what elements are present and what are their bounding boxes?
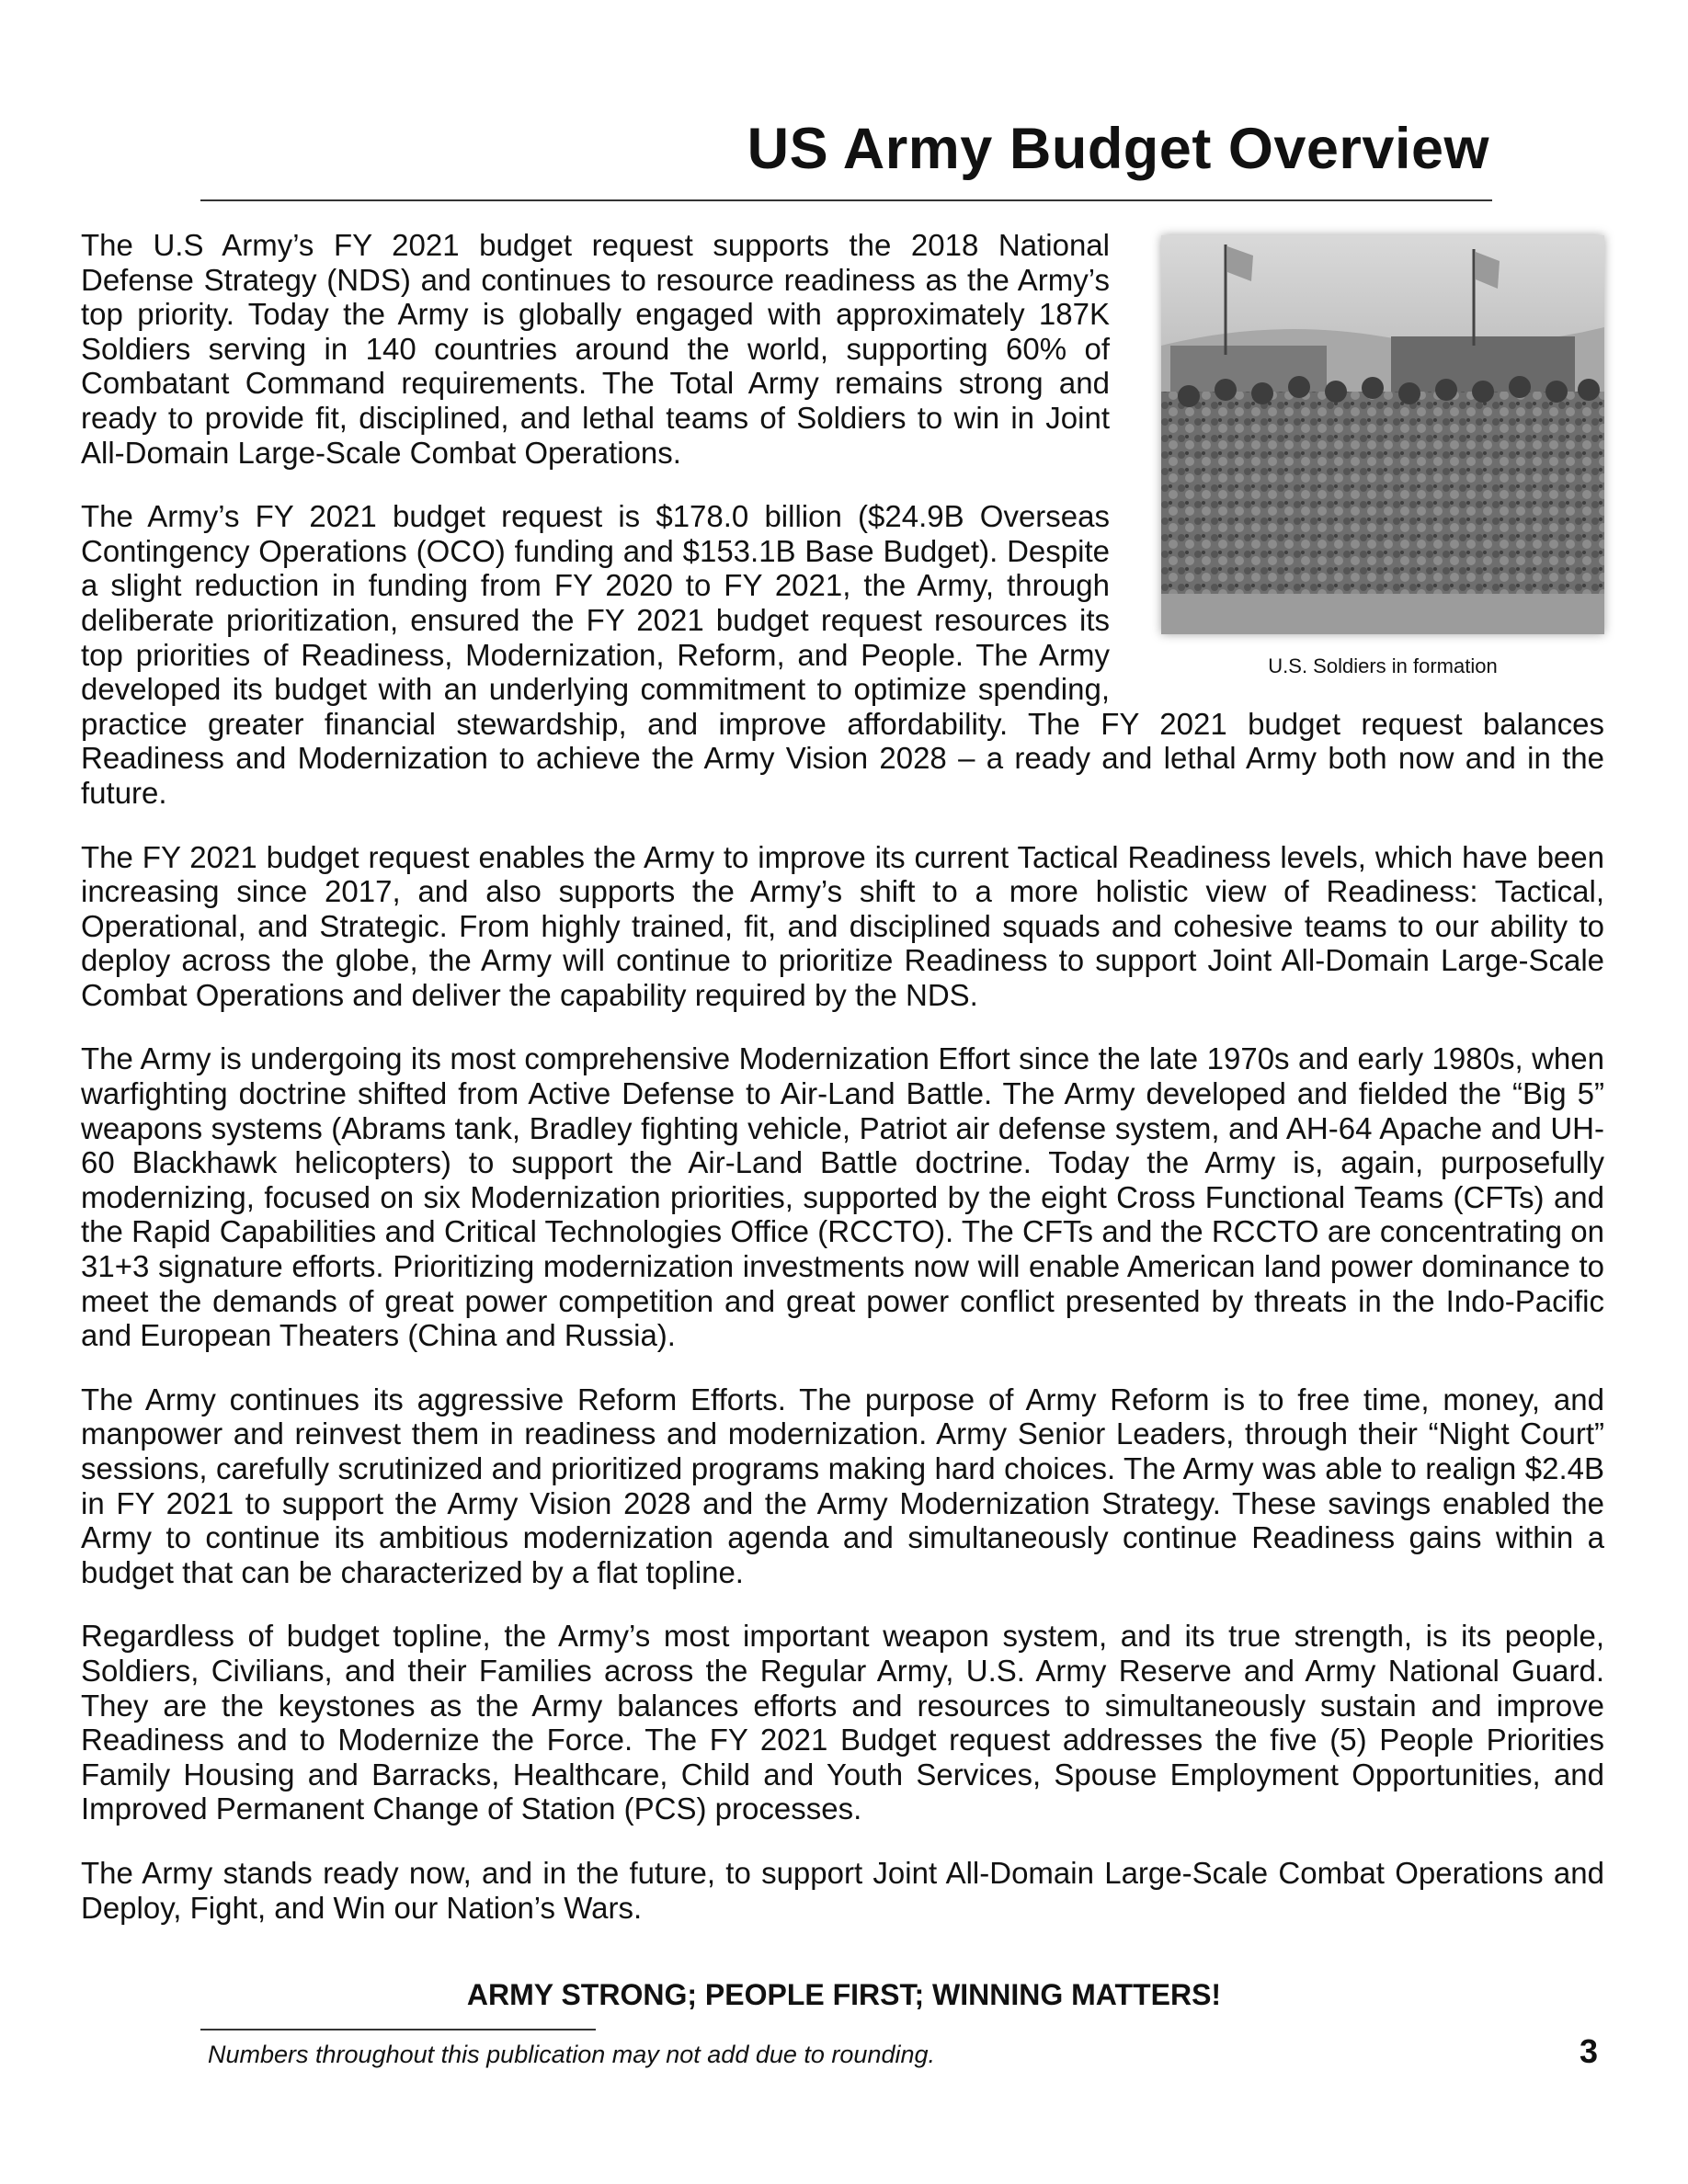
paragraph: The Army stands ready now, and in the future, to support Joint All-Domain Large-Scale Combat Operations and Deploy, Fight, and Win our Nation’s Wars. [81,1855,1604,1925]
footnote: Numbers throughout this publication may not add due to rounding. [208,2041,936,2068]
paragraph: The Army is undergoing its most comprehensive Modernization Effort since the late 1970s and early 1980s, when warfighting doctrine shifted from Active Defense to Air-Land Battle. The Army developed and fielded the “Big 5” weapons systems (Abrams tank, Bradley fighting vehicle, Patriot air defense system, and AH-64 Apache and UH-60 Blackhawk helicopters) to support the Air-Land Battle doctrine. Today the Army is, again, purposefully modernizing, focused on six Modernization priorities, supported by the eight Cross Functional Teams (CFTs) and the Rapid Capabilities and Critical Technologies Office (RCCTO). The CFTs and the RCCTO are concentrating on 31+3 signature efforts. Prioritizing modernization investments now will enable American land power dominance to meet the demands of great power competition and great power conflict presented by threats in the Indo-Pacific and European Theaters (China and Russia). [81,1041,1604,1353]
paragraph: The U.S Army’s FY 2021 budget request supports the 2018 National Defense Strategy (NDS) and continues to resource readiness as the Army’s top priority. Today the Army is globally engaged with approximately 187K Soldiers serving in 140 countries around the world, supporting 60% of Combatant Command requirements. The Total Army remains strong and ready to provide fit, disciplined, and lethal teams of Soldiers to win in Joint All-Domain Large-Scale Combat Operations. [81,228,1110,470]
paragraph: The Army continues its aggressive Reform Efforts. The purpose of Army Reform is to free time, money, and manpower and reinvest them in readiness and modernization. Army Senior Leaders, through their “Night Court” sessions, carefully scrutinized and prioritized programs making hard choices. The Army was able to realign $2.4B in FY 2021 to support the Army Vision 2028 and the Army Modernization Strategy. These savings enabled the Army to continue its ambitious modernization agenda and simultaneously continue Readiness gains within a budget that can be characterized by a flat topline. [81,1382,1604,1589]
soldiers-photo [1161,235,1604,634]
body-text [81,228,1604,1954]
page-number: 3 [1579,2032,1598,2070]
photo-caption: U.S. Soldiers in formation [1268,654,1498,677]
footnote-divider [200,2029,596,2030]
photo-figure [1161,228,1604,691]
paragraph: The Army’s FY 2021 budget request is $178.0 billion ($24.9B Overseas Contingency Operations (OCO) funding and $153.1B Base Budget). Despite a slight reduction in funding from FY 2020 to FY 2021, the Army, through deliberate prioritization, ensured the FY 2021 budget request resources its top priorities of Readiness, Modernization, Reform, and People. The Army developed its budget with an underlying commitment to optimize spending, practice greater financial stewardship, and improve affordability. The FY 2021 budget request balances Readiness and Modernization to achieve the Army Vision 2028 – a ready and lethal Army both now and in the future. [81,499,1604,810]
page-title: US Army Budget Overview [747,117,1489,181]
title-divider [200,199,1492,201]
paragraph: The FY 2021 budget request enables the Army to improve its current Tactical Readiness levels, which have been increasing since 2017, and also supports the Army’s shift to a more holistic view of Readiness: Tactical, Operational, and Strategic. From highly trained, fit, and disciplined squads and cohesive teams to our ability to deploy across the globe, the Army will continue to prioritize Readiness to support Joint All-Domain Large-Scale Combat Operations and deliver the capability required by the NDS. [81,839,1604,1012]
slogan: ARMY STRONG; PEOPLE FIRST; WINNING MATTERS! [466,1978,1222,2011]
paragraph: Regardless of budget topline, the Army’s most important weapon system, and its true strength, is its people, Soldiers, Civilians, and their Families across the Regular Army, U.S. Army Reserve and Army National Guard. They are the keystones as the Army balances efforts and resources to simultaneously sustain and improve Readiness and to Modernize the Force. The FY 2021 Budget request addresses the five (5) People Priorities Family Housing and Barracks, Healthcare, Child and Youth Services, Spouse Employment Opportunities, and Improved Permanent Change of Station (PCS) processes. [81,1619,1604,1826]
